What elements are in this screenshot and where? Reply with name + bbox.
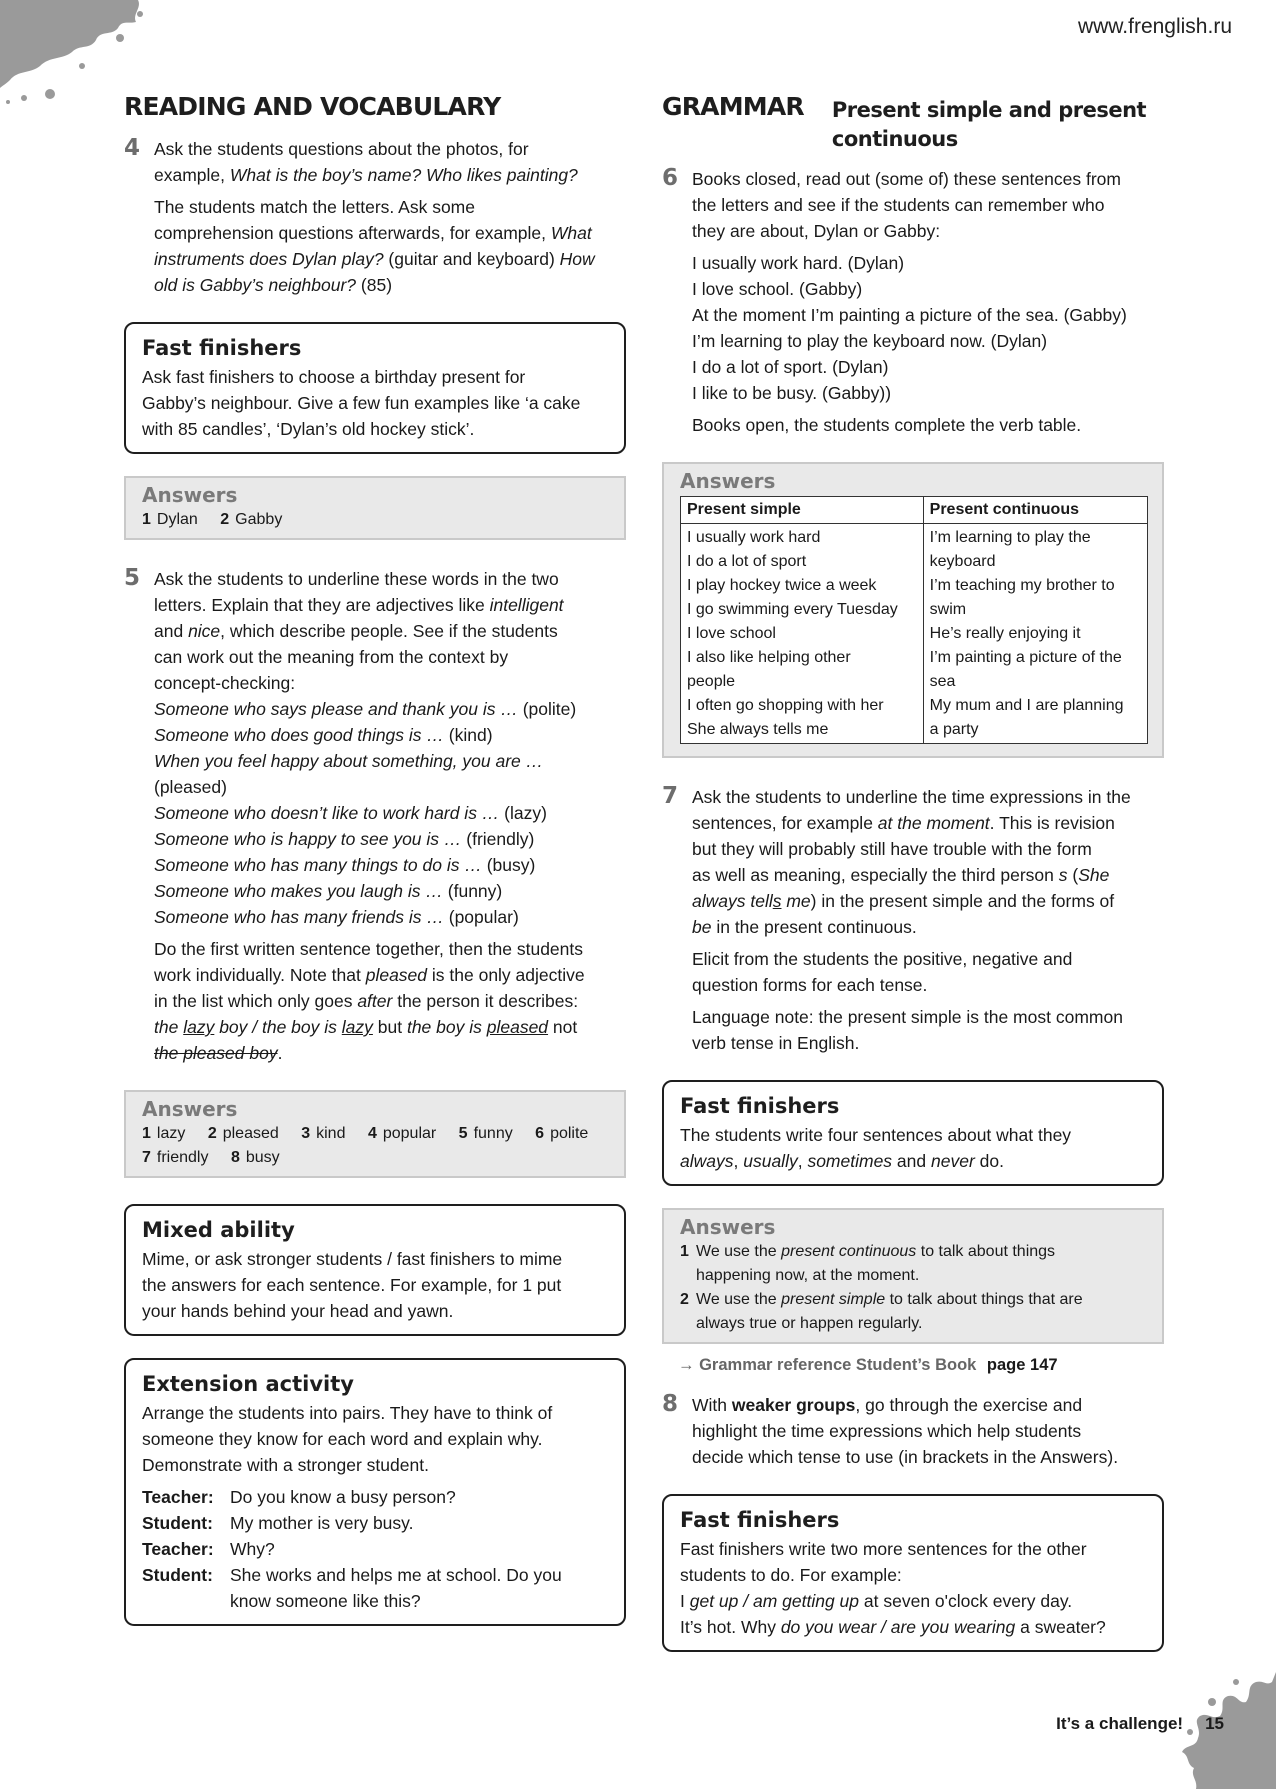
section-title-reading: READING AND VOCABULARY	[124, 92, 501, 121]
answers-title: Answers	[142, 483, 238, 507]
box-title: Fast finishers	[142, 336, 302, 360]
list-item: 2 We use the present simple to talk about things that are always true or happen regularly.	[680, 1291, 1083, 1332]
fast-finishers-box: Fast finishers Fast finishers write two more sentences for the other students to do. For example: I get up / am getting up at seven o'clock every day. It’s hot. Why do you wear / are you wearing a sweater?	[662, 1494, 1164, 1652]
box-title: Extension activity	[142, 1372, 354, 1396]
box-title: Fast finishers	[680, 1094, 840, 1118]
section-title-grammar: GRAMMAR	[662, 92, 804, 121]
page-footer	[1056, 1711, 1224, 1737]
exercise-7: 7 Ask the students to underline the time expressions in the sentences, for example at the moment. This is revision but they will probably still have trouble with the form as well as meaning, especially the third person s (She always tells me) in the present simple and the forms of be in the present continuous. Elicit from the students the positive, negative and question forms for each tense. Language note: the present simple is the most common verb tense in English.	[662, 783, 1131, 1053]
answers-title: Answers	[680, 469, 776, 493]
exercise-4-instruction: Ask the students questions about the photos, for example, What is the boy’s name? Who likes painting?	[154, 139, 578, 185]
answers-box	[124, 1090, 626, 1178]
answers-box	[124, 476, 626, 540]
verb-table	[680, 496, 1148, 744]
table-header: Present continuous	[923, 497, 1147, 524]
exercise-5-note: Do the first written sentence together, then the students work individually. Note that pleased is the only adjective in the list which only goes after the person it describes: the lazy boy / the boy is lazy but the boy is pleased not the pleased boy.	[154, 939, 585, 1063]
answers-list	[680, 1240, 1146, 1336]
exercise-8: 8 With weaker groups, go through the exercise and highlight the time expressions which help students decide which tense to use (in brackets in the Answers).	[662, 1391, 1119, 1467]
answers-list: 7 friendly 8 busy	[142, 1149, 280, 1166]
footer-title: It’s a challenge!	[1056, 1714, 1184, 1733]
exercise-number: 5	[124, 565, 141, 591]
page-number: 15	[1205, 1714, 1224, 1733]
answers-list: 1 Dylan 2 Gabby	[142, 511, 283, 528]
table-cell-present-continuous: I’m learning to play the keyboard I’m teaching my brother to swim He’s really enjoying it I’m painting a picture of the sea My mum and I are planning a party	[923, 524, 1147, 744]
exercise-5-instruction: Ask the students to underline these words in the two letters. Explain that they are adjectives like intelligent and nice, which describe people. See if the students can work out the meaning from the context by concept-checking:	[154, 569, 564, 693]
exercise-number: 4	[124, 135, 141, 161]
left-column	[124, 92, 626, 1648]
concept-check-list: Someone who says please and thank you is … (polite) Someone who does good things is … (kind) When you feel happy about something, you are … (pleased) Someone who doesn’t like to work hard is … (lazy) Someone who is happy to see you is … (friendly) Someone who has many things to do is … (busy) Someone who makes you laugh is … (funny) Someone who has many friends is … (popular)	[154, 699, 577, 927]
answers-box	[662, 1208, 1164, 1344]
table-header: Present simple	[681, 497, 924, 524]
example-sentences: I usually work hard. (Dylan) I love school. (Gabby) At the moment I’m painting a picture of the sea. (Gabby) I’m learning to play the keyboard now. (Dylan) I do a lot of sport. (Dylan) I like to be busy. (Gabby))	[692, 253, 1127, 403]
fast-finishers-box: Fast finishers The students write four sentences about what they always, usually, sometimes and never do.	[662, 1080, 1164, 1186]
list-item: 1 We use the present continuous to talk about things happening now, at the moment.	[680, 1243, 1056, 1284]
dialog: Teacher: Do you know a busy person? Student: My mother is very busy. Teacher: Why? Student: She works and helps me at school. Do you know someone like this?	[142, 1487, 562, 1611]
right-column	[662, 92, 1164, 1674]
exercise-6: 6 Books closed, read out (some of) these sentences from the letters and see if the students can remember who they are about, Dylan or Gabby: I usually work hard. (Dylan) I love school. (Gabby) At the moment I’m painting a picture of the sea. (Gabby) I’m learning to play the keyboard now. (Dylan) I do a lot of sport. (Dylan) I like to be busy. (Gabby)) Books open, the students complete the verb table.	[662, 166, 1164, 438]
arrow-right-icon: →	[678, 1356, 695, 1374]
site-url[interactable]: www.frenglish.ru	[1077, 15, 1232, 38]
table-cell-present-simple: I usually work hard I do a lot of sport I play hockey twice a week I go swimming every Tuesday I love school I also like helping other people I often go shopping with her She always tells me	[681, 524, 924, 744]
fast-finishers-box: Fast finishers Ask fast finishers to choose a birthday present for Gabby’s neighbour. Give a few fun examples like ‘a cake with 85 candles’, ‘Dylan’s old hockey stick’.	[124, 322, 626, 454]
answers-title: Answers	[142, 1097, 238, 1121]
box-title: Mixed ability	[142, 1218, 295, 1242]
exercise-number: 8	[662, 1391, 679, 1417]
grammar-heading	[662, 92, 1164, 154]
exercise-4-comprehension: The students match the letters. Ask some comprehension questions afterwards, for example, What instruments does Dylan play? (guitar and keyboard) How old is Gabby’s neighbour? (85)	[154, 197, 595, 295]
exercise-number: 7	[662, 783, 679, 809]
section-subtitle: Present simple and present continuous	[831, 98, 1147, 151]
answers-box	[662, 462, 1164, 758]
mixed-ability-box: Mixed ability Mime, or ask stronger students / fast finishers to mime the answers for each sentence. For example, for 1 put your hands behind your head and yawn.	[124, 1204, 626, 1336]
exercise-4	[124, 136, 626, 298]
box-title: Fast finishers	[680, 1508, 840, 1532]
extension-activity-box: Extension activity Arrange the students into pairs. They have to think of someone they know for each word and explain why. Demonstrate with a stronger student. Teacher: Do you know a busy person? Student: My mother is very busy. Teacher: Why? Student: She works and helps me at school. Do you know someone like this?	[124, 1358, 626, 1626]
answers-list: 1 lazy 2 pleased 3 kind 4 popular 5 funny 6 polite	[142, 1125, 589, 1142]
exercise-5	[124, 566, 626, 1066]
grammar-reference-link[interactable]: → Grammar reference Student’s Book page 147	[678, 1356, 1058, 1374]
answers-title: Answers	[680, 1215, 776, 1239]
exercise-number: 6	[662, 165, 679, 191]
